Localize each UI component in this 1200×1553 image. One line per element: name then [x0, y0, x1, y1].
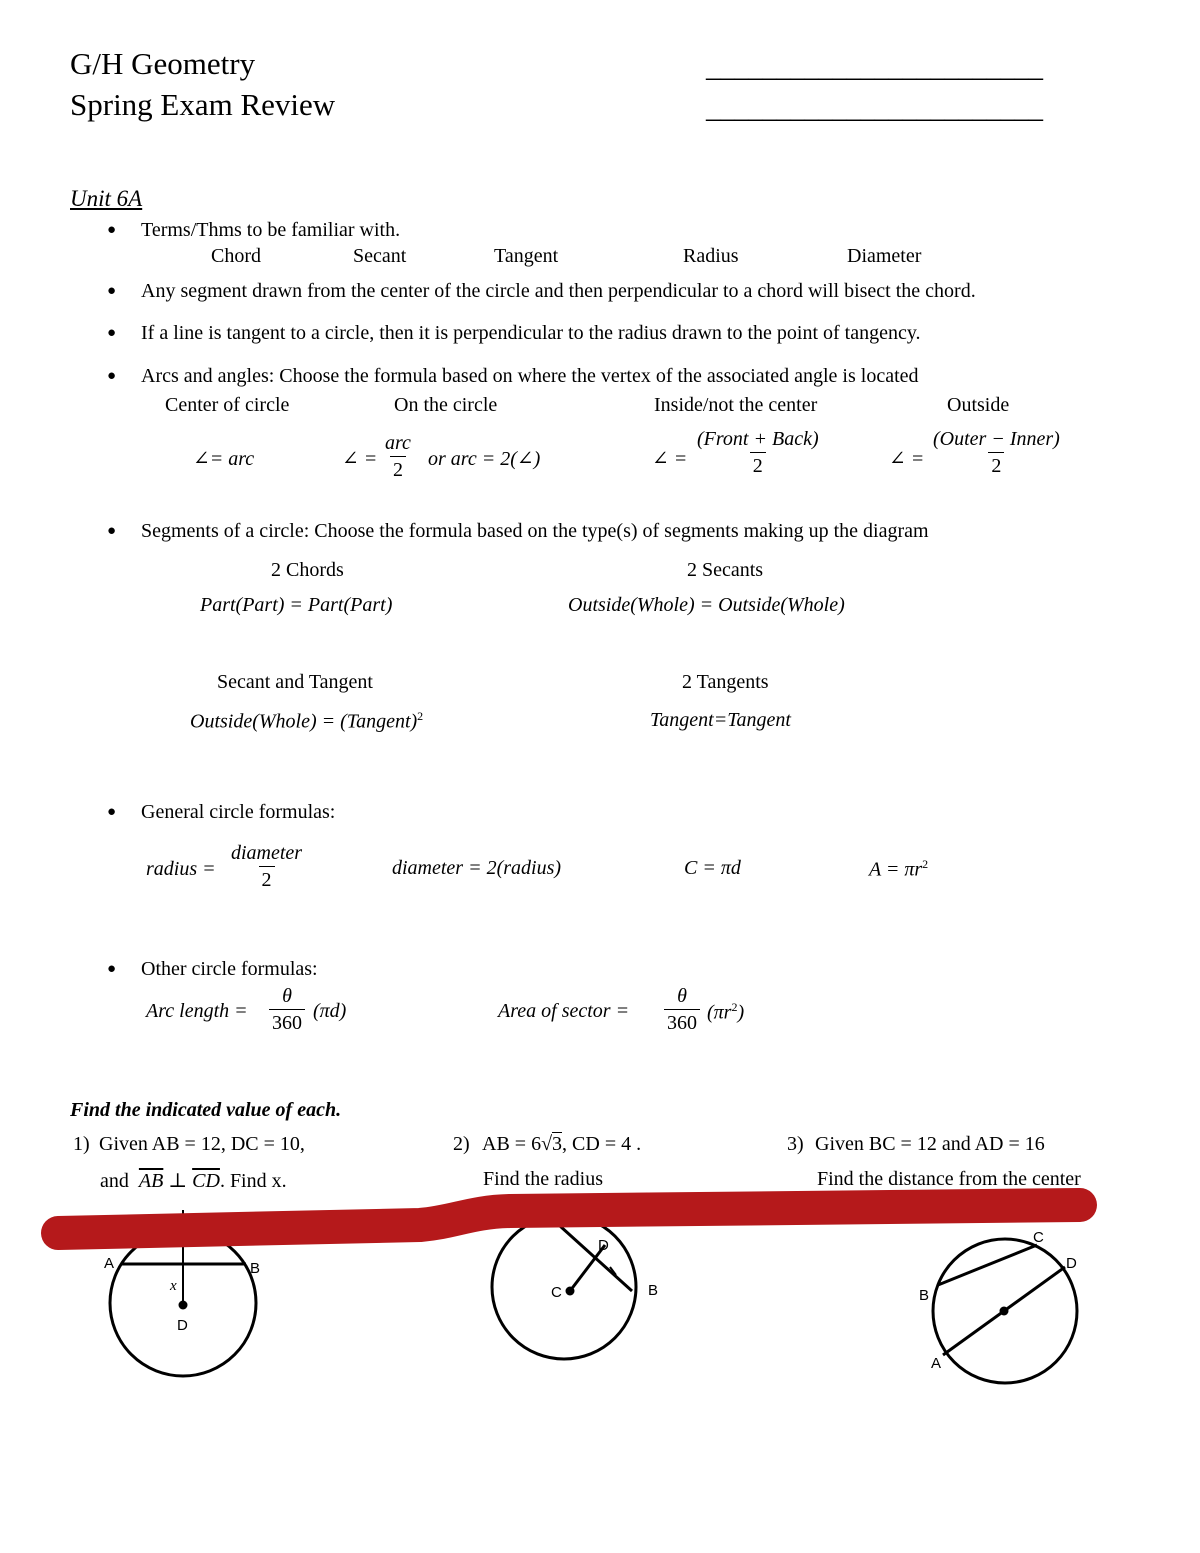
problem-2-find: Find the radius — [483, 1168, 603, 1190]
arcs-header-outside: Outside — [947, 394, 1010, 416]
formula-two-secants: Outside(Whole) = Outside(Whole) — [568, 594, 845, 616]
arcs-bullet-text: Arcs and angles: Choose the formula based on where the vertex of the associated angle is located — [141, 365, 919, 387]
fraction-denominator: 2 — [259, 866, 275, 892]
problem-3-given: Given BC = 12 and AD = 16 — [815, 1133, 1045, 1155]
formula-exponent: 2 — [731, 1000, 738, 1014]
problem-2-number: 2) — [453, 1133, 470, 1155]
fraction-denominator: 2 — [390, 456, 406, 482]
bullet-icon: ● — [107, 283, 117, 299]
theorem-chord-bisect: Any segment drawn from the center of the circle and then perpendicular to a chord will bisect the chord. — [141, 280, 976, 302]
arcs-header-on: On the circle — [394, 394, 498, 416]
course-title: G/H Geometry — [70, 46, 256, 81]
arcs-header-inside: Inside/not the center — [654, 394, 818, 416]
segments-header-tangents: 2 Tangents — [682, 671, 769, 693]
formula-diameter: diameter = 2(radius) — [392, 857, 562, 879]
label-c: C — [1033, 1229, 1044, 1246]
segment-cd-label: $\overline{CD}$ — [192, 1170, 220, 1192]
fraction-denominator: 2 — [988, 452, 1004, 478]
problem-3-number: 3) — [787, 1133, 804, 1155]
date-blank: ________________________ — [706, 91, 1042, 124]
formula-area-text: A = πr — [869, 858, 923, 881]
name-blank: ________________________ — [706, 50, 1042, 83]
formula-on-lhs: ∠ = — [342, 448, 378, 470]
formula-secant-tangent-text: Outside(Whole) = (Tangent) — [190, 710, 418, 733]
problem-1-and: and — [100, 1170, 129, 1192]
formula-center-angle: ∠= arc — [193, 448, 255, 470]
bullet-icon: ● — [107, 222, 117, 238]
sqrt-icon: √ — [541, 1133, 553, 1155]
unit-heading: Unit 6A — [70, 186, 143, 211]
segments-header-secant-tangent: Secant and Tangent — [217, 671, 373, 693]
fraction-numerator: arc — [385, 432, 411, 454]
bullet-icon: ● — [107, 368, 117, 384]
term-chord: Chord — [211, 245, 261, 267]
segment-ab-label: $\overline{AB}$ — [138, 1170, 164, 1192]
general-bullet-text: General circle formulas: — [141, 801, 336, 823]
formula-exponent: 2 — [417, 709, 424, 723]
fraction-denominator: 2 — [750, 452, 766, 478]
term-tangent: Tangent — [494, 245, 559, 267]
label-b: B — [250, 1260, 261, 1277]
problem-2-root: 3 — [552, 1133, 563, 1155]
segments-bullet-text: Segments of a circle: Choose the formula based on the type(s) of segments making up the diagram — [141, 520, 929, 542]
bullet-icon: ● — [107, 523, 117, 539]
label-a: A — [537, 1198, 548, 1215]
fraction-denominator: 360 — [269, 1009, 305, 1035]
formula-sector-rhs-text: (πr — [707, 1001, 732, 1024]
label-a: A — [931, 1355, 942, 1372]
arcs-header-center: Center of circle — [165, 394, 290, 416]
problem-2-cd: , CD = 4 . — [562, 1133, 642, 1155]
segments-header-secants: 2 Secants — [687, 559, 764, 581]
problem-1-given: Given AB = 12, DC = 10, — [99, 1133, 305, 1155]
label-x: x — [170, 1278, 177, 1294]
formula-on-rest: or arc = 2(∠) — [428, 448, 541, 470]
bullet-icon: ● — [107, 804, 117, 820]
label-b: B — [919, 1287, 930, 1304]
formula-outside-lhs: ∠ = — [889, 448, 925, 470]
label-d: D — [1066, 1255, 1077, 1272]
label-a: A — [104, 1255, 115, 1272]
perpendicular-icon: ⊥ — [168, 1170, 188, 1192]
label-d: D — [177, 1317, 188, 1334]
segments-header-chords: 2 Chords — [271, 559, 344, 581]
exam-title: Spring Exam Review — [70, 87, 336, 122]
theorem-tangent-perp: If a line is tangent to a circle, then it is perpendicular to the radius drawn to the point of tangency. — [141, 322, 921, 344]
formula-radius-lhs: radius = — [146, 858, 216, 880]
fraction-numerator: θ — [677, 985, 687, 1007]
formula-circumference: C = πd — [684, 857, 741, 879]
fraction-denominator: 360 — [664, 1009, 700, 1035]
formula-two-tangents: Tangent=Tangent — [650, 709, 791, 731]
other-bullet-text: Other circle formulas: — [141, 958, 318, 980]
fraction-numerator: (Front + Back) — [697, 428, 819, 450]
problem-1-find: . Find x. — [219, 1170, 287, 1192]
bullet-icon: ● — [107, 961, 117, 977]
find-heading: Find the indicated value of each. — [70, 1099, 342, 1121]
problem-1-number: 1) — [73, 1133, 90, 1155]
fraction-numerator: diameter — [231, 842, 303, 864]
problem-3-find: Find the distance from the center — [817, 1168, 1081, 1190]
formula-inside-lhs: ∠ = — [652, 448, 688, 470]
label-d: D — [598, 1237, 609, 1254]
formula-sector-close: ) — [737, 1001, 745, 1024]
label-b: B — [648, 1282, 659, 1299]
formula-arc-length-rhs: (πd) — [313, 1000, 347, 1022]
formula-two-chords: Part(Part) = Part(Part) — [200, 594, 393, 616]
bullet-icon: ● — [107, 325, 117, 341]
terms-bullet-text: Terms/Thms to be familiar with. — [141, 219, 401, 241]
redaction-line — [58, 1205, 1080, 1233]
fraction-numerator: θ — [282, 985, 292, 1007]
term-diameter: Diameter — [847, 245, 922, 267]
formula-sector-lhs: Area of sector = — [498, 1000, 630, 1022]
fraction-numerator: (Outer − Inner) — [933, 428, 1060, 450]
label-c: C — [551, 1284, 562, 1301]
term-secant: Secant — [353, 245, 407, 267]
formula-exponent: 2 — [922, 857, 929, 871]
term-radius: Radius — [683, 245, 739, 267]
formula-arc-length-lhs: Arc length = — [146, 1000, 248, 1022]
problem-2-ab: AB = 6 — [482, 1133, 542, 1155]
